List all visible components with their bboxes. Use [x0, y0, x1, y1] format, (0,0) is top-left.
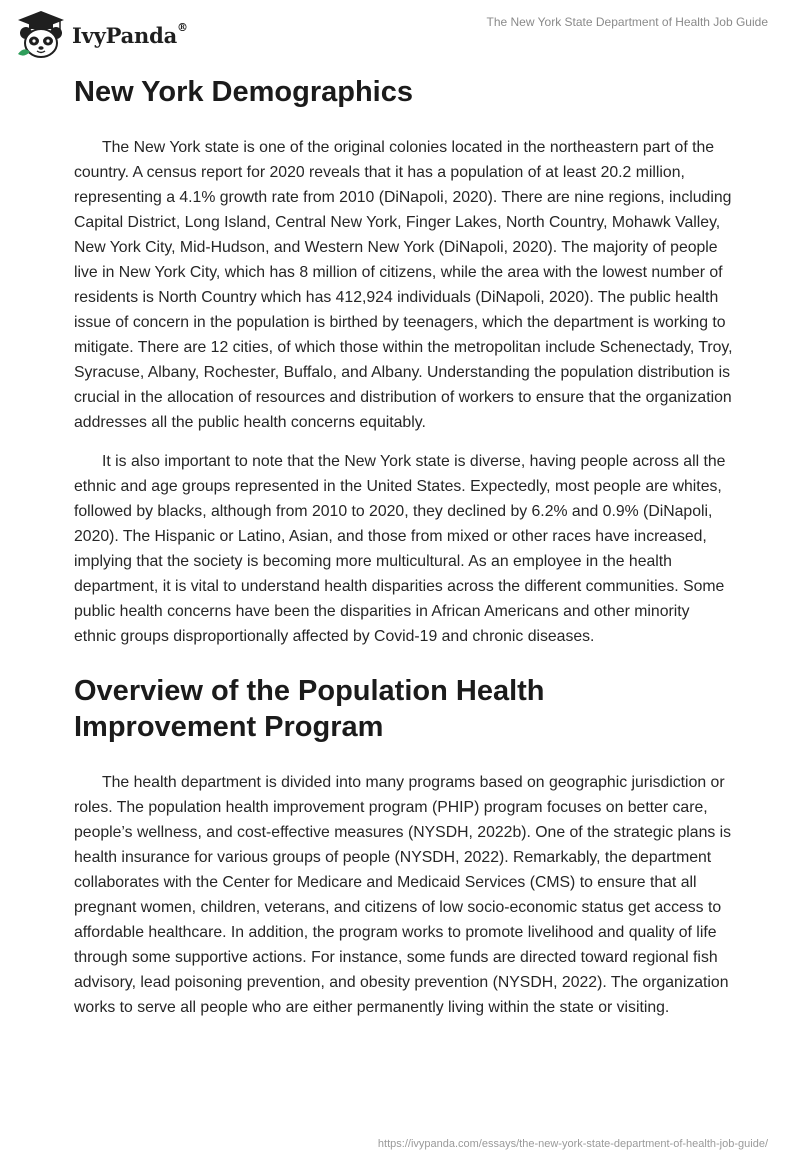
source-url: https://ivypanda.com/essays/the-new-york-state-department-of-health-job-guide/ — [377, 1138, 768, 1150]
section-heading-phip — [74, 673, 734, 745]
brand-name: IvyPanda® — [72, 20, 188, 48]
heading-line: Overview of the Population Health — [74, 675, 545, 707]
paragraph: The New York state is one of the original colonies located in the northeastern part of the country. A census report for 2020 reveals that it has a population of at least 20.2 million, representing a 4.1% growth rate from 2010 (DiNapoli, 2020). There are nine regions, including Capital District, Long Island, Central New York, Finger Lakes, North Country, Mohawk Valley, New York City, Mid-Hudson, and Western New York (DiNapoli, 2020). The majority of people live in New York City, which has 8 million of citizens, while the area with the lowest number of residents is North Country which has 412,924 individuals (DiNapoli, 2020). The public health issue of concern in the population is birthed by teenagers, which the department is working to mitigate. There are 12 cities, of which those within the metropolitan include Schenectady, Troy, Syracuse, Albany, Rochester, Buffalo, and Albany. Understanding the population distribution is crucial in the allocation of resources and distribution of workers to ensure that the organization addresses all the public health concerns equitably. — [74, 139, 733, 431]
document-title: The New York State Department of Health Job Guide — [486, 15, 768, 29]
panda-graduation-cap-icon — [14, 8, 68, 62]
paragraph: It is also important to note that the New York state is diverse, having people across all the ethnic and age groups represented in the United States. Expectedly, most people are whites, followed by blacks, although from 2010 to 2020, they declined by 6.2% and 0.9% (DiNapoli, 2020). The Hispanic or Latino, Asian, and those from mixed or other races have increased, implying that the society is becoming more multicultural. As an employee in the health department, it is vital to understand health disparities across the different communities. Some public health concerns have been the disparities in African Americans and other minority ethnic groups disproportionally affected by Covid-19 and chronic diseases. — [74, 453, 726, 645]
page-header — [0, 0, 800, 70]
registered-mark: ® — [177, 20, 188, 34]
ivypanda-logo-link[interactable] — [14, 8, 188, 62]
essay-content — [74, 70, 734, 1020]
heading-line: Improvement Program — [74, 711, 384, 743]
paragraph: The health department is divided into many programs based on geographic jurisdiction or roles. The population health improvement program (PHIP) program focuses on better care, people’s wellness, and cost-effective measures (NYSDH, 2022b). One of the strategic plans is health insurance for various groups of people (NYSDH, 2022). Remarkably, the department collaborates with the Center for Medicare and Medicaid Services (CMS) to ensure that all pregnant women, children, veterans, and citizens of low socio-economic status get access to affordable healthcare. In addition, the program works to promote livelihood and quality of life through some supportive actions. For instance, some funds are directed toward regional fish advisory, lead poisoning prevention, and obesity prevention (NYSDH, 2022). The organization works to serve all people who are either permanently living within the state or visiting. — [74, 774, 732, 1016]
section-heading-demographics: New York Demographics — [74, 76, 413, 108]
